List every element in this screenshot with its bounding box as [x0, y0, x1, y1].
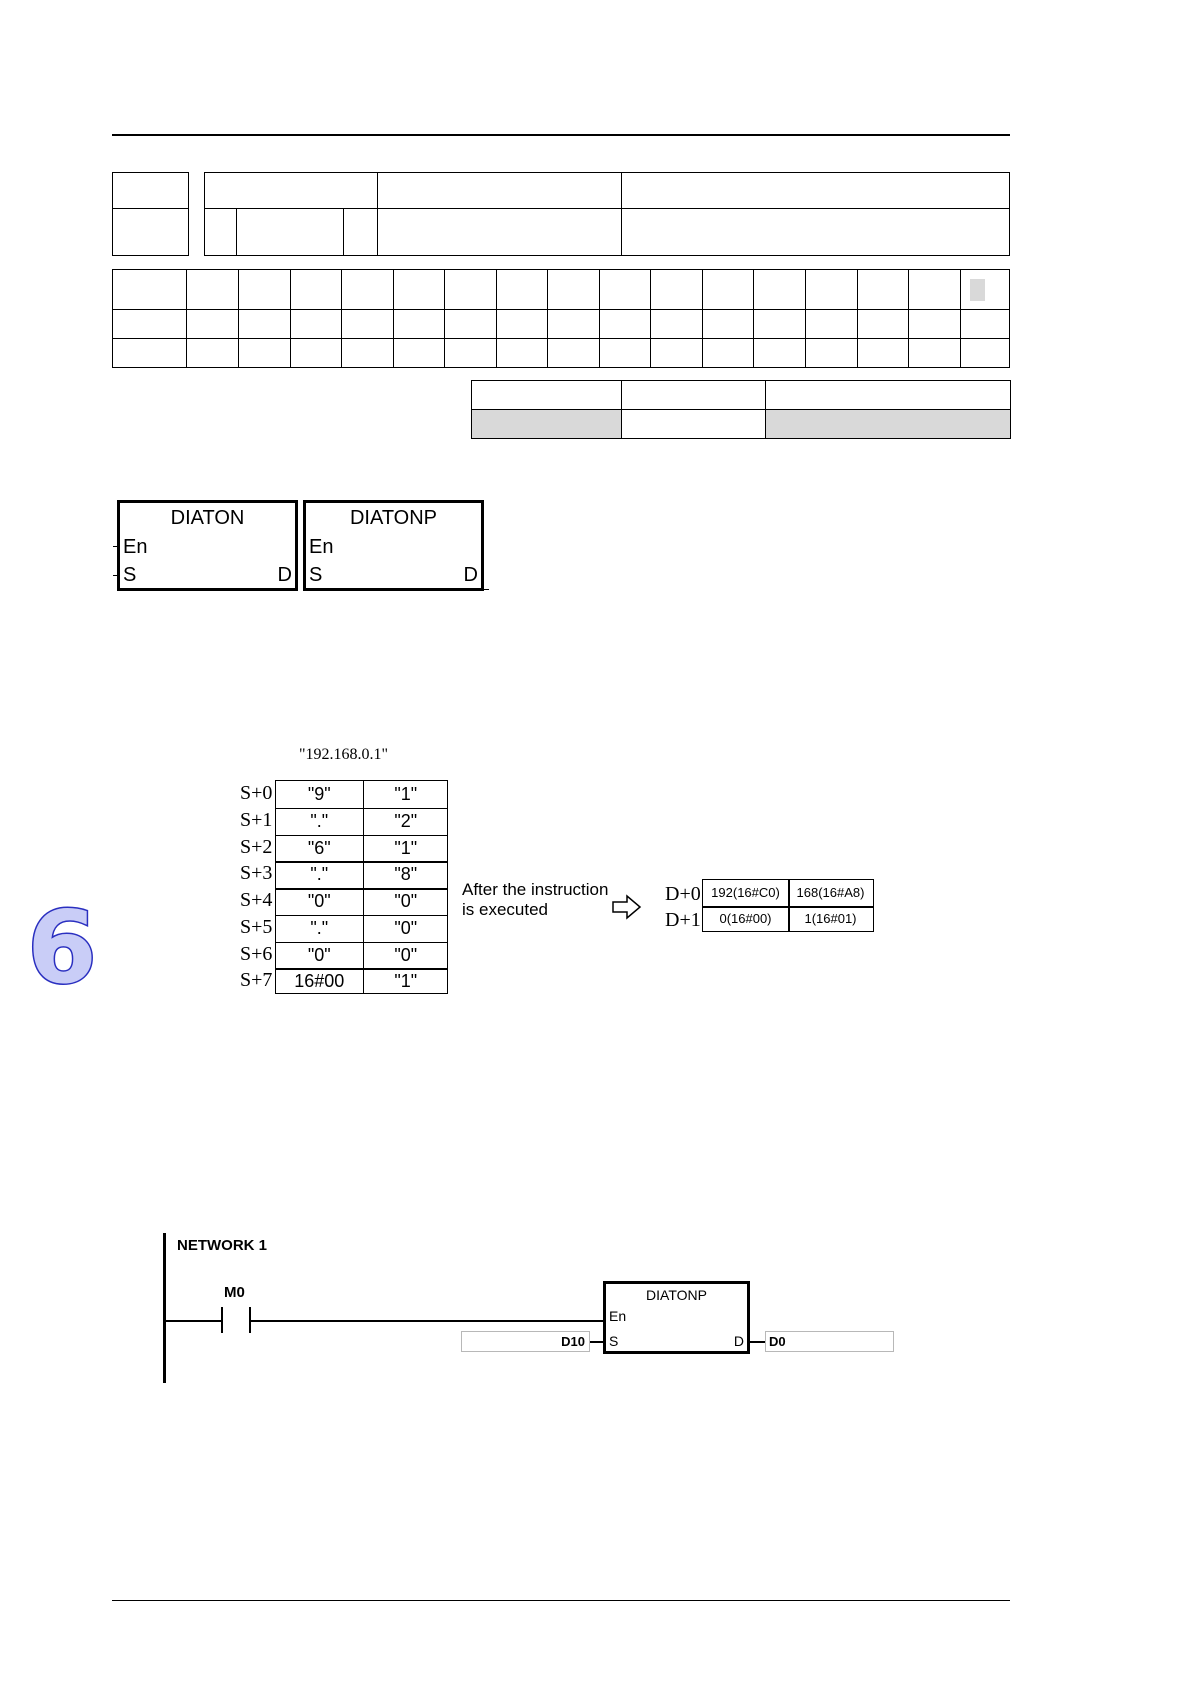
function-block-diaton	[117, 500, 298, 591]
source-cell: "."	[310, 810, 329, 831]
dest-cell: 168(16#A8)	[796, 885, 865, 900]
source-cell: 16#00	[294, 971, 345, 992]
pin-en: En	[309, 536, 334, 558]
pin-s: S	[123, 564, 137, 586]
arrow-caption-line2: is executed	[462, 900, 548, 919]
source-cell: "0"	[394, 891, 418, 911]
d-operand-value: D0	[769, 1334, 786, 1349]
source-cell: "."	[310, 864, 329, 885]
shaded-marker	[970, 279, 985, 301]
block-name: DIATONP	[349, 507, 438, 529]
d-operand-field[interactable]	[765, 1331, 894, 1352]
dest-register-label: D+0	[665, 883, 701, 905]
header-rule	[112, 134, 1010, 136]
source-cell: "0"	[394, 944, 418, 965]
left-power-rail	[163, 1233, 166, 1383]
contact-left-bar	[221, 1307, 223, 1333]
source-cell: "1"	[394, 784, 418, 804]
source-register-label: S+7	[240, 969, 273, 992]
source-register-label: S+2	[240, 835, 273, 858]
source-register-label: S+6	[240, 942, 273, 965]
network-label: NETWORK 1	[177, 1237, 267, 1254]
pin-en: En	[609, 1308, 627, 1324]
source-register-label: S+0	[240, 782, 273, 804]
source-cell: "0"	[307, 891, 331, 911]
block-name: DIATONP	[646, 1287, 707, 1303]
pin-en: En	[123, 536, 148, 558]
dest-register-table	[702, 879, 874, 932]
source-register-table	[275, 780, 448, 994]
pin-d: D	[463, 564, 478, 586]
source-cell: "2"	[394, 810, 418, 831]
pin-s: S	[609, 1333, 619, 1349]
svg-text:6: 6	[27, 889, 97, 1006]
pin-d: D	[277, 564, 292, 586]
source-cell: "."	[310, 917, 329, 938]
source-register-label: S+1	[240, 808, 273, 831]
footer-rule	[112, 1600, 1010, 1601]
source-cell: "9"	[307, 784, 331, 804]
source-cell: "1"	[394, 971, 418, 992]
arrow-caption-line1: After the instruction	[462, 880, 609, 899]
source-register-label: S+5	[240, 915, 273, 938]
s-operand-field[interactable]	[461, 1331, 590, 1352]
pin-s: S	[309, 564, 323, 586]
source-cell: "8"	[394, 864, 418, 885]
operand-device-table	[112, 269, 1010, 368]
source-cell: "0"	[394, 917, 418, 938]
ladder-function-block	[603, 1281, 750, 1354]
dest-cell: 0(16#00)	[719, 911, 772, 926]
function-block-diatonp	[303, 500, 484, 591]
pin-d: D	[733, 1333, 744, 1349]
source-cell: "0"	[307, 944, 331, 965]
dest-register-label: D+1	[665, 909, 701, 931]
s-operand-value: D10	[561, 1334, 585, 1349]
source-cell: "6"	[307, 837, 331, 858]
contact-label: M0	[224, 1284, 245, 1301]
block-name: DIATON	[170, 507, 245, 529]
source-cell: "1"	[394, 837, 418, 858]
step-table	[471, 380, 1011, 439]
chapter-number-icon	[27, 889, 97, 1006]
source-register-label: S+3	[240, 862, 273, 885]
dest-cell: 192(16#C0)	[711, 885, 780, 900]
right-arrow-icon	[612, 895, 642, 919]
dest-cell: 1(16#01)	[804, 911, 857, 926]
source-register-label: S+4	[240, 889, 273, 911]
ip-string-label: "192.168.0.1"	[299, 746, 389, 763]
